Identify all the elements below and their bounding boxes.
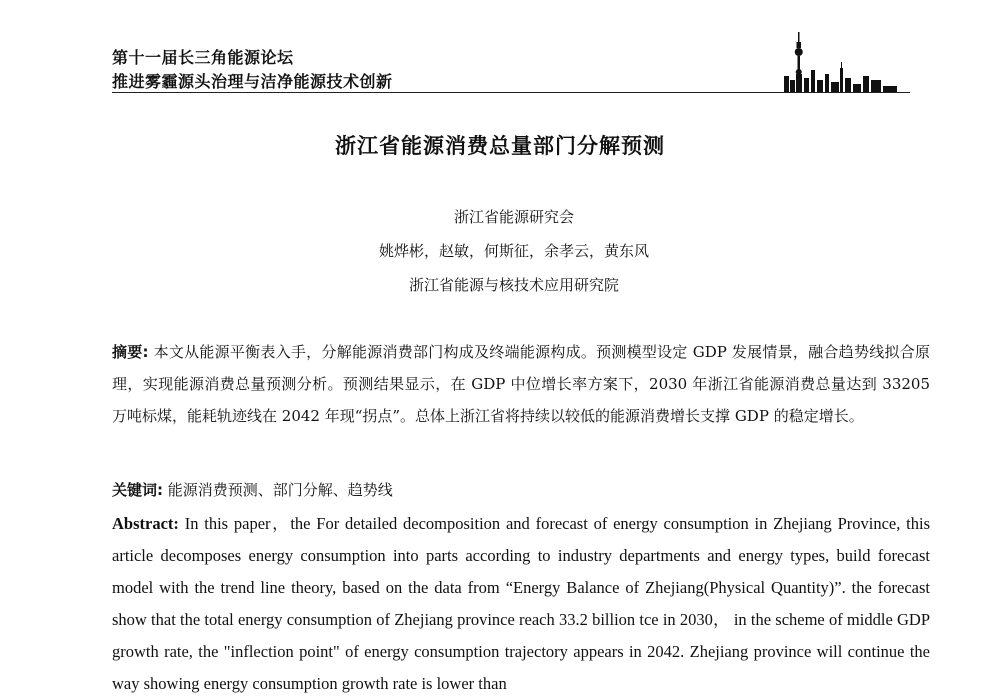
abstract-cn-text: 本文从能源平衡表入手，分解能源消费部门构成及终端能源构成。预测模型设定 GDP 发展情景，融合趋势线拟合原理，实现能源消费总量预测分析。预测结果显示，在 GDP 中位增长率方案下，2030 年浙江省能源消费总量达到 33205 万吨标煤，能耗轨迹线在 2042 年现“拐点”。总体上浙江省将持续以较低的能源消费增长支撑 GDP 的稳定增长。 [112,343,930,425]
abstract-cn-label: 摘要: [112,343,149,361]
conference-header [112,46,393,94]
keywords-label: 关键词: [112,481,163,499]
conference-name: 第十一届长三角能源论坛 [112,48,294,67]
abstract-en-label: Abstract: [112,514,179,533]
header-divider [112,92,910,93]
abstract-cn [112,336,930,432]
affiliation: 浙江省能源与核技术应用研究院 [408,276,619,294]
keywords [112,474,930,506]
skyline-logo-icon [776,30,916,94]
organization: 浙江省能源研究会 [453,208,574,226]
keywords-text: 能源消费预测、部门分解、趋势线 [167,481,393,499]
paper-title: 浙江省能源消费总量部门分解预测 [335,134,665,158]
abstract-en-text: In this paper，the For detailed decomposition and forecast of energy consumption in Zhejiang Province, this article decomposes energy consumption into parts according to industry departments and energy types, build forecast model with the trend line theory, based on the data from “Energy Balance of Zhejiang(Physical Quantity)”. the forecast show that the total energy consumption of Zhejiang province reach 33.2 billion tce in 2030， in the scheme of middle GDP growth rate, the "inflection point" of energy consumption trajectory appears in 2042. Zhejiang province will continue the way showing energy consumption growth rate is lower than [112,514,931,693]
conference-theme: 推进雾霾源头治理与洁净能源技术创新 [112,72,393,91]
abstract-en [112,508,930,700]
authors: 姚烨彬，赵敏，何斯征，余孝云，黄东风 [378,242,649,260]
